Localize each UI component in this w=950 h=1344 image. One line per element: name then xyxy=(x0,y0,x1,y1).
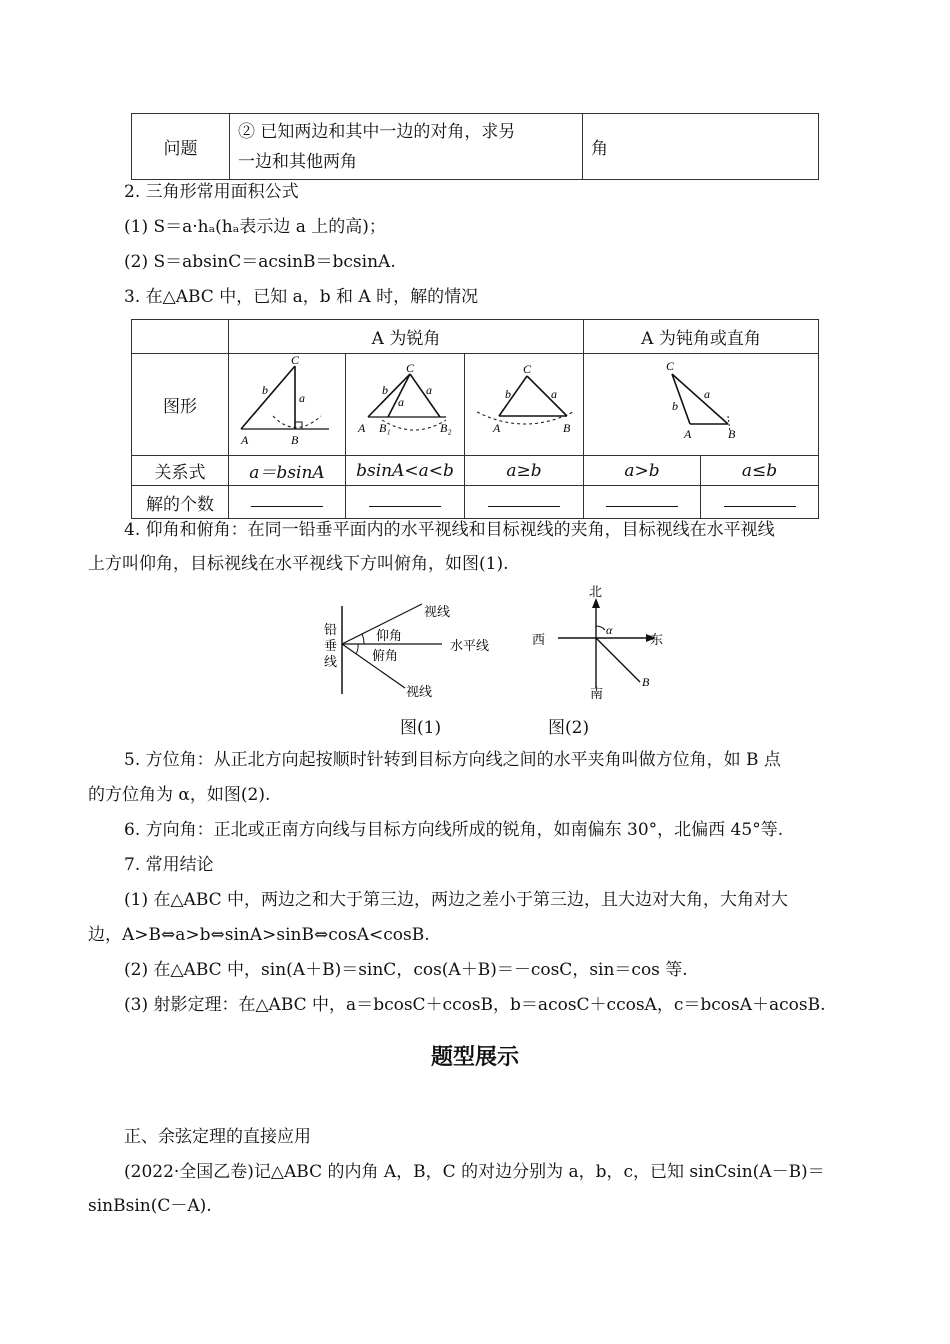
section-heading: 题型展示 xyxy=(430,1044,519,1070)
fig1-horizontal: 水平线 xyxy=(450,638,490,653)
label-a: a xyxy=(551,387,557,401)
fig1-vertical-2: 垂 xyxy=(324,638,338,653)
label-A: A xyxy=(493,421,501,435)
label-B: B xyxy=(728,427,736,441)
s7-c1-line2: 边，A>B⇔a>b⇔sinA>sinB⇔cosA<cosB. xyxy=(88,925,430,945)
fig2-south: 南 xyxy=(590,686,604,701)
label-C: C xyxy=(666,359,675,373)
fig2-north: 北 xyxy=(589,584,603,599)
triangle-obtuse-diagram xyxy=(584,354,818,450)
s2-formula-1: (1) S＝a·hₐ(hₐ表示边 a 上的高)； xyxy=(124,217,386,237)
triangle-right-diagram xyxy=(229,354,345,450)
s7-title: 7. 常用结论 xyxy=(124,855,214,875)
label-C: C xyxy=(406,361,415,375)
fig2-point-B: B xyxy=(642,675,650,689)
relation-4: a>b xyxy=(584,456,701,486)
problem-title: 正、余弦定理的直接应用 xyxy=(124,1127,311,1147)
count-blank-4[interactable] xyxy=(584,486,701,519)
label-C: C xyxy=(291,354,300,367)
relation-5: a≤b xyxy=(701,456,819,486)
s7-c2: (2) 在△ABC 中，sin(A＋B)＝sinC，cos(A＋B)＝－cosC，sin＝cos 等. xyxy=(124,960,688,980)
relation-3: a≥b xyxy=(465,456,584,486)
count-blank-5[interactable] xyxy=(701,486,819,519)
label-b: b xyxy=(672,399,678,413)
row-figure-label: 图形 xyxy=(132,354,229,456)
row-count-label: 解的个数 xyxy=(132,486,229,519)
label-a-2: a xyxy=(426,383,432,397)
label-A: A xyxy=(684,427,692,441)
fig1-vertical-1: 铅 xyxy=(324,622,338,637)
corner-cell xyxy=(132,320,229,354)
top-table-col3: 角 xyxy=(583,114,819,180)
header-obtuse: A 为钝角或直角 xyxy=(584,320,819,354)
label-B2: B₂ xyxy=(440,421,452,435)
header-acute: A 为锐角 xyxy=(229,320,584,354)
fig2-caption: 图(2) xyxy=(548,718,590,738)
label-b: b xyxy=(382,383,388,397)
top-table-col2-line1: ② 已知两边和其中一边的对角，求另 xyxy=(238,121,516,142)
triangle-one-solution-diagram xyxy=(465,354,583,450)
figure-case-1 xyxy=(229,354,346,456)
label-A: A xyxy=(241,433,249,447)
s4-line2: 上方叫仰角，目标视线在水平视线下方叫俯角，如图(1). xyxy=(88,554,509,574)
s2-formula-2: (2) S＝absinC＝acsinB＝bcsinA. xyxy=(124,252,396,272)
s3-title: 3. 在△ABC 中，已知 a，b 和 A 时，解的情况 xyxy=(124,287,479,307)
fig1-depression: 俯角 xyxy=(372,648,399,663)
label-B: B xyxy=(291,433,299,447)
fig1-caption: 图(1) xyxy=(400,718,442,738)
angle-figures xyxy=(310,584,690,708)
problem-line2: sinBsin(C－A). xyxy=(88,1196,212,1216)
s7-c3: (3) 射影定理：在△ABC 中，a＝bcosC＋ccosB，b＝acosC＋ccosA，c＝bcosA＋acosB. xyxy=(124,995,826,1015)
row-relation-label: 关系式 xyxy=(132,456,229,486)
s5-line1: 5. 方位角：从正北方向起按顺时针转到目标方向线之间的水平夹角叫做方位角，如 B 点 xyxy=(124,750,781,770)
figure-case-3 xyxy=(465,354,584,456)
fig1-sight-lower: 视线 xyxy=(406,684,433,699)
fig2-west: 西 xyxy=(532,632,546,647)
s4-line1: 4. 仰角和俯角：在同一铅垂平面内的水平视线和目标视线的夹角，目标视线在水平视线 xyxy=(124,520,775,540)
relation-1: a＝bsinA xyxy=(229,456,346,486)
label-B: B xyxy=(563,421,571,435)
s5-line2: 的方位角为 α，如图(2). xyxy=(88,785,271,805)
fig1-vertical-3: 线 xyxy=(324,654,338,669)
top-table-col2 xyxy=(230,114,583,180)
fig1-elevation: 仰角 xyxy=(376,628,403,643)
label-a: a xyxy=(299,391,305,405)
label-C: C xyxy=(523,362,532,376)
solution-table xyxy=(131,319,819,519)
problem-line1: (2022·全国乙卷)记△ABC 的内角 A，B，C 的对边分别为 a，b，c，已知 sinCsin(A－B)＝ xyxy=(124,1162,825,1182)
top-table-col2-line2: 一边和其他两角 xyxy=(238,151,357,172)
count-blank-2[interactable] xyxy=(346,486,465,519)
top-table xyxy=(131,113,819,180)
count-blank-1[interactable] xyxy=(229,486,346,519)
s2-title: 2. 三角形常用面积公式 xyxy=(124,182,299,202)
label-b: b xyxy=(262,383,268,397)
s6-line1: 6. 方向角：正北或正南方向线与目标方向线所成的锐角，如南偏东 30°，北偏西 45°等. xyxy=(124,820,784,840)
fig2-east: 东 xyxy=(650,632,664,647)
label-B1: B₁ xyxy=(379,421,391,435)
label-b: b xyxy=(505,387,511,401)
label-A: A xyxy=(358,421,366,435)
label-a: a xyxy=(704,387,710,401)
count-blank-3[interactable] xyxy=(465,486,584,519)
triangle-two-solutions-diagram xyxy=(346,354,464,450)
top-table-col1: 问题 xyxy=(132,114,230,180)
fig2-alpha: α xyxy=(606,623,613,637)
figure-case-2 xyxy=(346,354,465,456)
figure-case-4 xyxy=(584,354,819,456)
fig1-sight-upper: 视线 xyxy=(424,604,451,619)
label-a: a xyxy=(398,395,404,409)
s7-c1-line1: (1) 在△ABC 中，两边之和大于第三边，两边之差小于第三边，且大边对大角，大角对大 xyxy=(124,890,789,910)
relation-2: bsinA<a<b xyxy=(346,456,465,486)
